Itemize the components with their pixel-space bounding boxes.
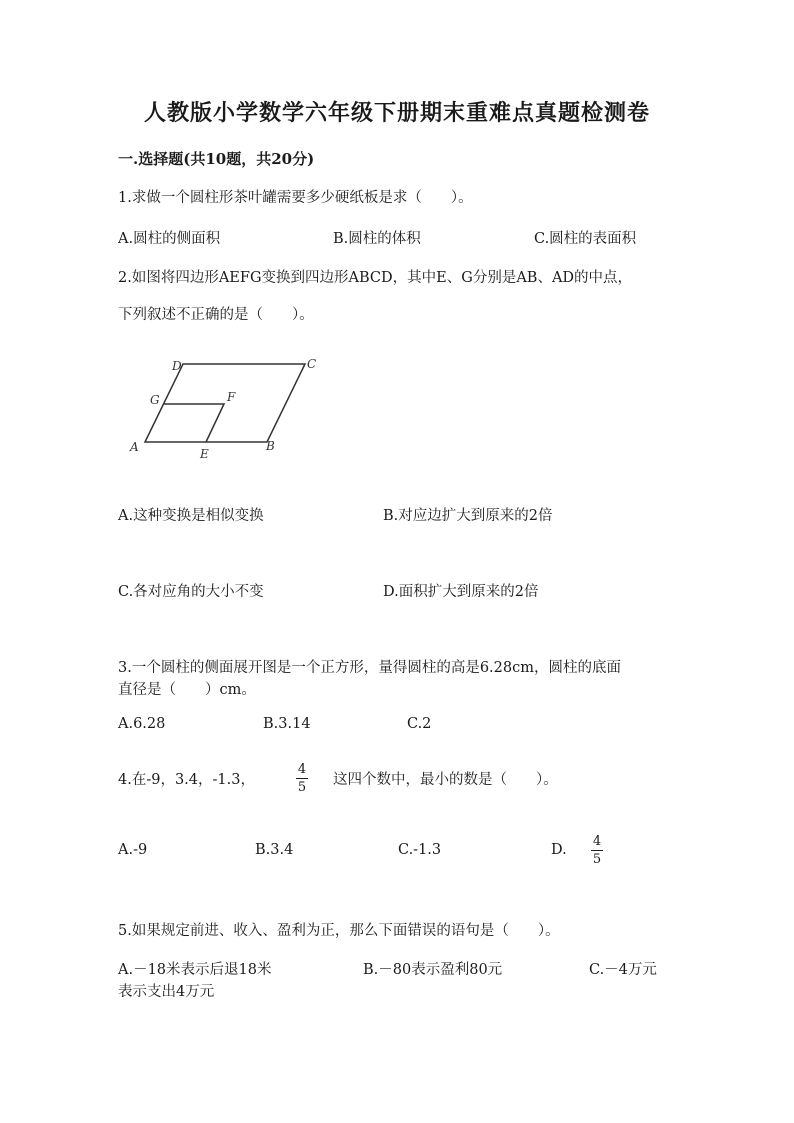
label-a: A: [130, 440, 139, 454]
question-3-option-a: A.6.28: [118, 716, 166, 732]
question-2-option-d: D.面积扩大到原来的2倍: [383, 584, 539, 600]
label-c: C: [307, 357, 317, 371]
quadrilateral-aefg: [164, 404, 224, 442]
question-4-option-b: B.3.4: [255, 842, 294, 858]
fraction-denominator: 5: [297, 780, 307, 795]
page-title: 人教版小学数学六年级下册期末重难点真题检测卷: [143, 100, 650, 126]
question-3-stem-line2: 直径是（ ）cm。: [118, 682, 256, 698]
label-d: D: [172, 359, 182, 373]
label-g: G: [150, 393, 160, 407]
fraction-denominator: 5: [592, 852, 602, 867]
parallelogram-figure: [120, 350, 340, 465]
question-4-fraction: [296, 762, 308, 795]
question-2-stem-line1: 2.如图将四边形AEFG变换到四边形ABCD，其中E、G分别是AB、AD的中点，: [118, 270, 633, 286]
question-2-option-c: C.各对应角的大小不变: [118, 584, 264, 600]
question-1-stem: 1.求做一个圆柱形茶叶罐需要多少硬纸板是求（ ）。: [118, 190, 473, 206]
fraction-bar: [591, 850, 603, 851]
question-4-stem-prefix: 4.在-9，3.4，-1.3，: [118, 772, 255, 788]
question-5-option-c-line2: 表示支出4万元: [118, 984, 215, 1000]
question-3-stem-line1: 3.一个圆柱的侧面展开图是一个正方形，量得圆柱的高是6.28cm，圆柱的底面: [118, 660, 621, 676]
question-5-option-a: A.－18米表示后退18米: [118, 962, 272, 978]
question-2-option-b: B.对应边扩大到原来的2倍: [383, 508, 553, 524]
question-5-option-b: B.－80表示盈利80元: [363, 962, 503, 978]
question-1-option-a: A.圆柱的侧面积: [118, 231, 221, 247]
question-1-option-c: C.圆柱的表面积: [534, 231, 637, 247]
question-5-option-c-line1: C.－4万元: [589, 962, 657, 978]
quadrilateral-abcd: [145, 364, 305, 442]
label-e: E: [200, 447, 209, 461]
question-4-stem-suffix: 这四个数中，最小的数是（ ）。: [333, 772, 558, 788]
question-1-option-b: B.圆柱的体积: [333, 231, 421, 247]
question-2-stem-line2: 下列叙述不正确的是（ ）。: [118, 307, 314, 323]
label-f: F: [227, 390, 236, 404]
question-2-option-a: A.这种变换是相似变换: [118, 508, 264, 524]
fraction-numerator: 4: [592, 834, 602, 849]
question-5-stem: 5.如果规定前进、收入、盈利为正，那么下面错误的语句是（ ）。: [118, 923, 560, 939]
fraction-bar: [296, 778, 308, 779]
question-4-option-d: D.: [551, 842, 567, 858]
label-b: B: [266, 439, 275, 453]
question-4-option-a: A.-9: [118, 842, 148, 858]
question-3-option-b: B.3.14: [263, 716, 311, 732]
fraction-numerator: 4: [297, 762, 307, 777]
question-4-option-c: C.-1.3: [398, 842, 442, 858]
section-heading: 一.选择题(共10题，共20分): [118, 150, 315, 168]
question-3-option-c: C.2: [407, 716, 432, 732]
question-4-option-d-fraction: [591, 834, 603, 867]
